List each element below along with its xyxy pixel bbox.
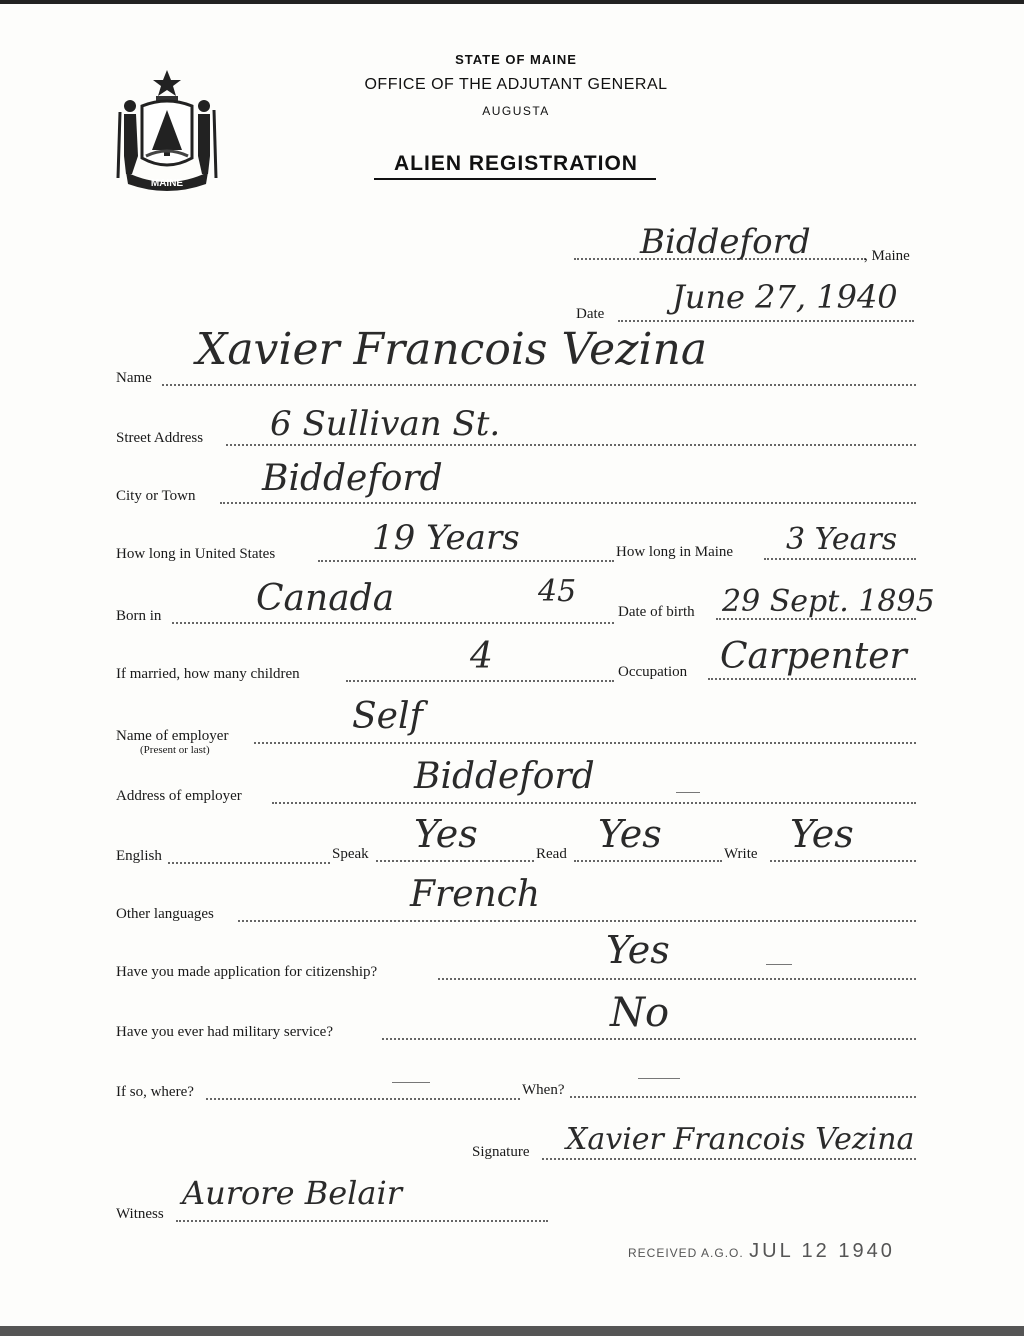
date-label: Date bbox=[576, 306, 605, 322]
speak-entry: Yes bbox=[414, 812, 478, 856]
received-stamp-date: JUL 12 1940 bbox=[749, 1240, 895, 1262]
title-underline bbox=[374, 178, 656, 180]
employer-label: Name of employer bbox=[116, 728, 229, 744]
us-years-entry: 19 Years bbox=[372, 518, 520, 558]
read-entry: Yes bbox=[598, 812, 662, 856]
street-entry: 6 Sullivan St. bbox=[270, 404, 501, 444]
employer-addr-label: Address of employer bbox=[116, 788, 242, 804]
employer-sublabel: (Present or last) bbox=[140, 744, 210, 756]
town-entry: Biddeford bbox=[640, 222, 811, 262]
where-label: If so, where? bbox=[116, 1084, 194, 1100]
english-label: English bbox=[116, 848, 162, 864]
us-years-label: How long in United States bbox=[116, 546, 276, 562]
born-in-line bbox=[172, 622, 614, 624]
occupation-label: Occupation bbox=[618, 664, 688, 680]
military-line bbox=[382, 1038, 916, 1040]
date-entry: June 27, 1940 bbox=[672, 278, 898, 316]
children-label: If married, how many children bbox=[116, 666, 300, 682]
write-line bbox=[770, 860, 916, 862]
received-stamp-label: RECEIVED A.G.O. bbox=[628, 1246, 744, 1260]
age-entry: 45 bbox=[538, 574, 577, 609]
city-entry: Biddeford bbox=[262, 458, 443, 499]
maine-label: , Maine bbox=[864, 248, 910, 264]
name-label: Name bbox=[116, 370, 152, 386]
employer-entry: Self bbox=[352, 696, 423, 737]
seal-text: MAINE bbox=[150, 178, 184, 189]
when-label: When? bbox=[522, 1082, 565, 1098]
occupation-entry: Carpenter bbox=[720, 636, 907, 677]
write-label: Write bbox=[724, 846, 758, 862]
witness-label: Witness bbox=[116, 1206, 164, 1222]
header-state: STATE OF MAINE bbox=[455, 52, 577, 67]
employer-addr-line bbox=[272, 802, 916, 804]
form-title: ALIEN REGISTRATION bbox=[394, 152, 638, 175]
occupation-line bbox=[708, 678, 916, 680]
speak-line bbox=[376, 860, 534, 862]
other-lang-entry: French bbox=[410, 874, 541, 915]
children-entry: 4 bbox=[470, 636, 493, 677]
born-in-entry: Canada bbox=[256, 578, 395, 619]
witness-line bbox=[176, 1220, 548, 1222]
read-label: Read bbox=[536, 846, 567, 862]
citizenship-label: Have you made application for citizenship? bbox=[116, 964, 378, 980]
city-label: City or Town bbox=[116, 488, 196, 504]
maine-years-entry: 3 Years bbox=[786, 522, 898, 557]
name-entry: Xavier Francois Vezina bbox=[196, 324, 708, 375]
speak-label: Speak bbox=[332, 846, 369, 862]
witness-entry: Aurore Belair bbox=[182, 1174, 402, 1212]
maine-state-seal bbox=[112, 66, 222, 192]
write-entry: Yes bbox=[790, 812, 854, 856]
where-dash bbox=[392, 1082, 430, 1083]
citizenship-dash bbox=[766, 964, 792, 965]
military-entry: No bbox=[610, 990, 670, 1036]
city-line bbox=[220, 502, 916, 504]
citizenship-entry: Yes bbox=[606, 928, 670, 972]
english-line bbox=[168, 862, 330, 864]
street-line bbox=[226, 444, 916, 446]
employer-addr-entry: Biddeford bbox=[414, 756, 595, 797]
when-dash bbox=[638, 1078, 680, 1079]
when-line bbox=[570, 1096, 916, 1098]
military-label: Have you ever had military service? bbox=[116, 1024, 333, 1040]
name-line bbox=[162, 384, 916, 386]
signature-label: Signature bbox=[472, 1144, 530, 1160]
us-years-line bbox=[318, 560, 614, 562]
scan-edge-top bbox=[0, 0, 1024, 4]
dob-entry: 29 Sept. 1895 bbox=[722, 584, 935, 619]
maine-years-label: How long in Maine bbox=[616, 544, 734, 560]
signature-entry: Xavier Francois Vezina bbox=[566, 1122, 915, 1157]
street-label: Street Address bbox=[116, 430, 204, 446]
citizenship-line bbox=[438, 978, 916, 980]
other-lang-line bbox=[238, 920, 916, 922]
employer-addr-dash bbox=[676, 792, 700, 793]
date-line bbox=[618, 320, 914, 322]
dob-label: Date of birth bbox=[618, 604, 695, 620]
signature-line bbox=[542, 1158, 916, 1160]
read-line bbox=[574, 860, 722, 862]
born-in-label: Born in bbox=[116, 608, 162, 624]
scan-edge-bottom bbox=[0, 1326, 1024, 1336]
received-stamp bbox=[628, 1240, 895, 1263]
other-lang-label: Other languages bbox=[116, 906, 214, 922]
header-city: AUGUSTA bbox=[482, 104, 550, 118]
maine-years-line bbox=[764, 558, 916, 560]
children-line bbox=[346, 680, 614, 682]
where-line bbox=[206, 1098, 520, 1100]
header-office: OFFICE OF THE ADJUTANT GENERAL bbox=[364, 76, 668, 93]
employer-line bbox=[254, 742, 916, 744]
